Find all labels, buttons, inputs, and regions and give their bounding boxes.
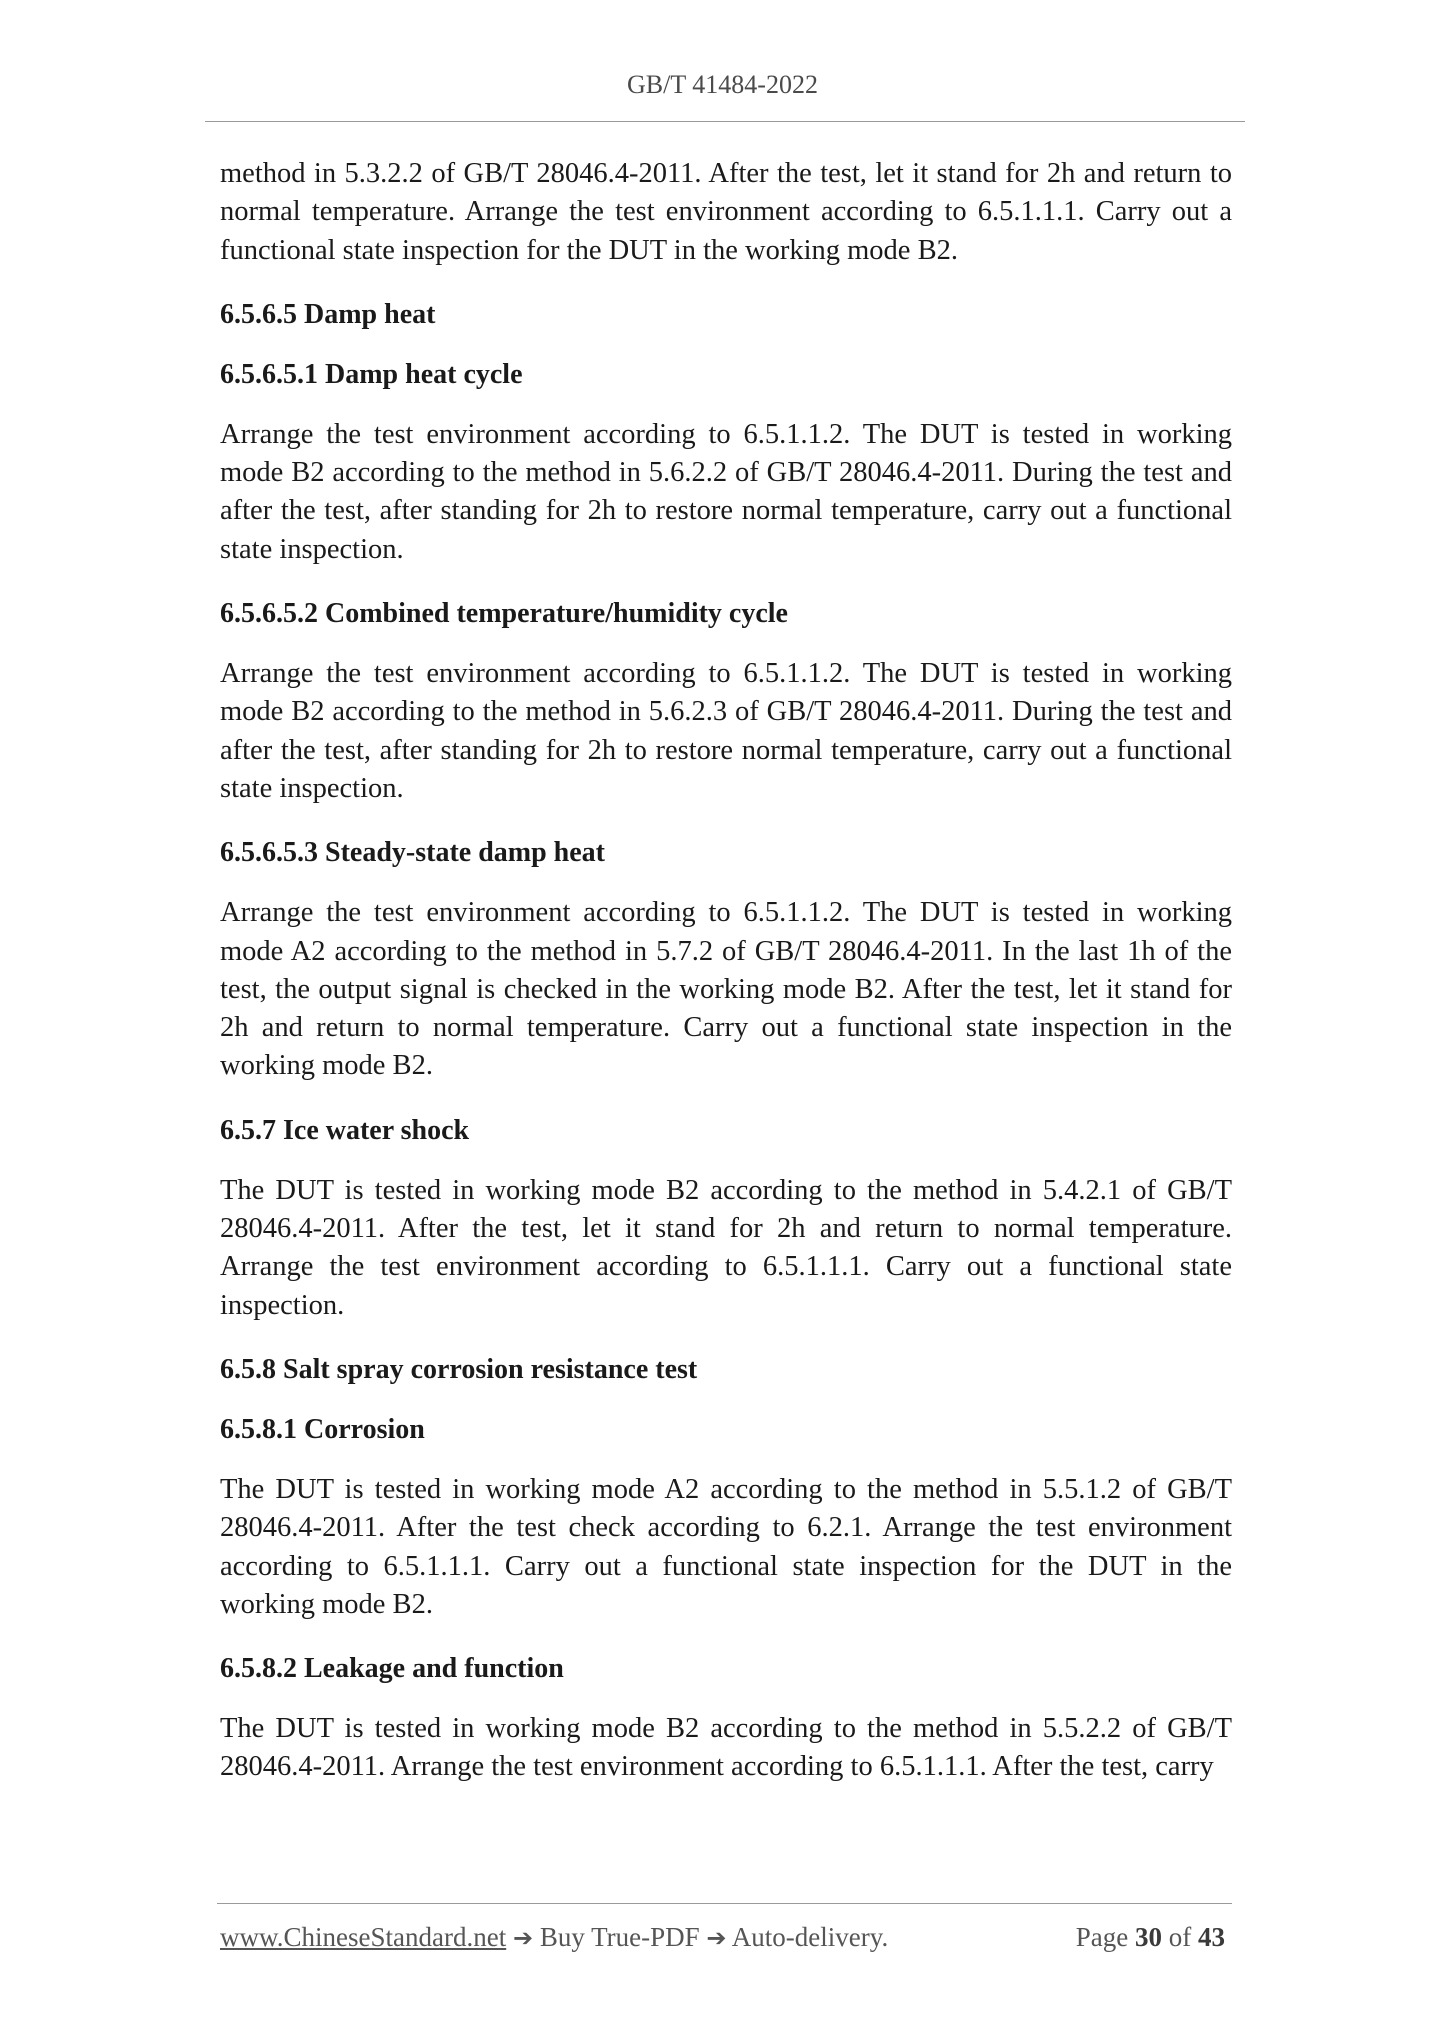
header-divider	[205, 121, 1245, 122]
site-link[interactable]: www.ChineseStandard.net	[220, 1922, 507, 1952]
section-heading: 6.5.8 Salt spray corrosion resistance test	[220, 1353, 698, 1385]
page-label: Page	[1075, 1922, 1129, 1952]
standard-code: GB/T 41484-2022	[627, 70, 818, 99]
page-of-label: of	[1168, 1922, 1192, 1952]
page-number	[1076, 1922, 1225, 1953]
footer-promo	[220, 1922, 888, 1953]
section-heading: 6.5.8.1 Corrosion	[220, 1413, 425, 1445]
footer-divider	[217, 1903, 1232, 1904]
running-header	[0, 70, 1445, 100]
section-heading: 6.5.7 Ice water shock	[220, 1114, 470, 1146]
section-heading: 6.5.8.2 Leakage and function	[220, 1653, 564, 1685]
section-heading: 6.5.6.5 Damp heat	[220, 298, 436, 330]
arrow-right-icon: ➔	[512, 1924, 534, 1952]
paragraph: The DUT is tested in working mode B2 according to the method in 5.5.2.2 of GB/T 28046.4-2011. Arrange the test environment according to 6.5.1.1.1. After the test, carry	[220, 1713, 1232, 1783]
document-body	[220, 155, 1232, 1813]
paragraph: The DUT is tested in working mode A2 according to the method in 5.5.1.2 of GB/T 28046.4-2011. After the test check according to 6.2.1. Arrange the test environment according to 6.5.1.1.1. Carry out a functional state inspection for the DUT in the working mode B2.	[220, 1473, 1232, 1620]
section-heading: 6.5.6.5.1 Damp heat cycle	[220, 358, 523, 390]
paragraph: method in 5.3.2.2 of GB/T 28046.4-2011. After the test, let it stand for 2h and return to normal temperature. Arrange the test environment according to 6.5.1.1.1. Carry out a functional state inspection for the DUT in the working mode B2.	[220, 158, 1232, 266]
paragraph: Arrange the test environment according to 6.5.1.1.2. The DUT is tested in working mode A2 according to the method in 5.7.2 of GB/T 28046.4-2011. In the last 1h of the test, the output signal is checked in the working mode B2. After the test, let it stand for 2h and return to normal temperature. Carry out a functional state inspection in the working mode B2.	[220, 897, 1232, 1082]
paragraph: The DUT is tested in working mode B2 according to the method in 5.4.2.1 of GB/T 28046.4-2011. After the test, let it stand for 2h and return to normal temperature. Arrange the test environment according to 6.5.1.1.1. Carry out a functional state inspection.	[220, 1174, 1232, 1321]
auto-delivery-text: Auto-delivery.	[731, 1922, 889, 1952]
arrow-right-icon: ➔	[706, 1924, 727, 1952]
paragraph: Arrange the test environment according to 6.5.1.1.2. The DUT is tested in working mode B2 according to the method in 5.6.2.3 of GB/T 28046.4-2011. During the test and after the test, after standing for 2h to restore normal temperature, carry out a functional state inspection.	[220, 658, 1232, 804]
page-current: 30	[1135, 1922, 1162, 1952]
page-total: 43	[1198, 1922, 1225, 1952]
paragraph: Arrange the test environment according to 6.5.1.1.2. The DUT is tested in working mode B2 according to the method in 5.6.2.2 of GB/T 28046.4-2011. During the test and after the test, after standing for 2h to restore normal temperature, carry out a functional state inspection.	[220, 418, 1232, 565]
section-heading: 6.5.6.5.3 Steady-state damp heat	[220, 837, 605, 869]
buy-pdf-text: Buy True-PDF	[539, 1922, 700, 1952]
section-heading: 6.5.6.5.2 Combined temperature/humidity cycle	[220, 598, 788, 630]
